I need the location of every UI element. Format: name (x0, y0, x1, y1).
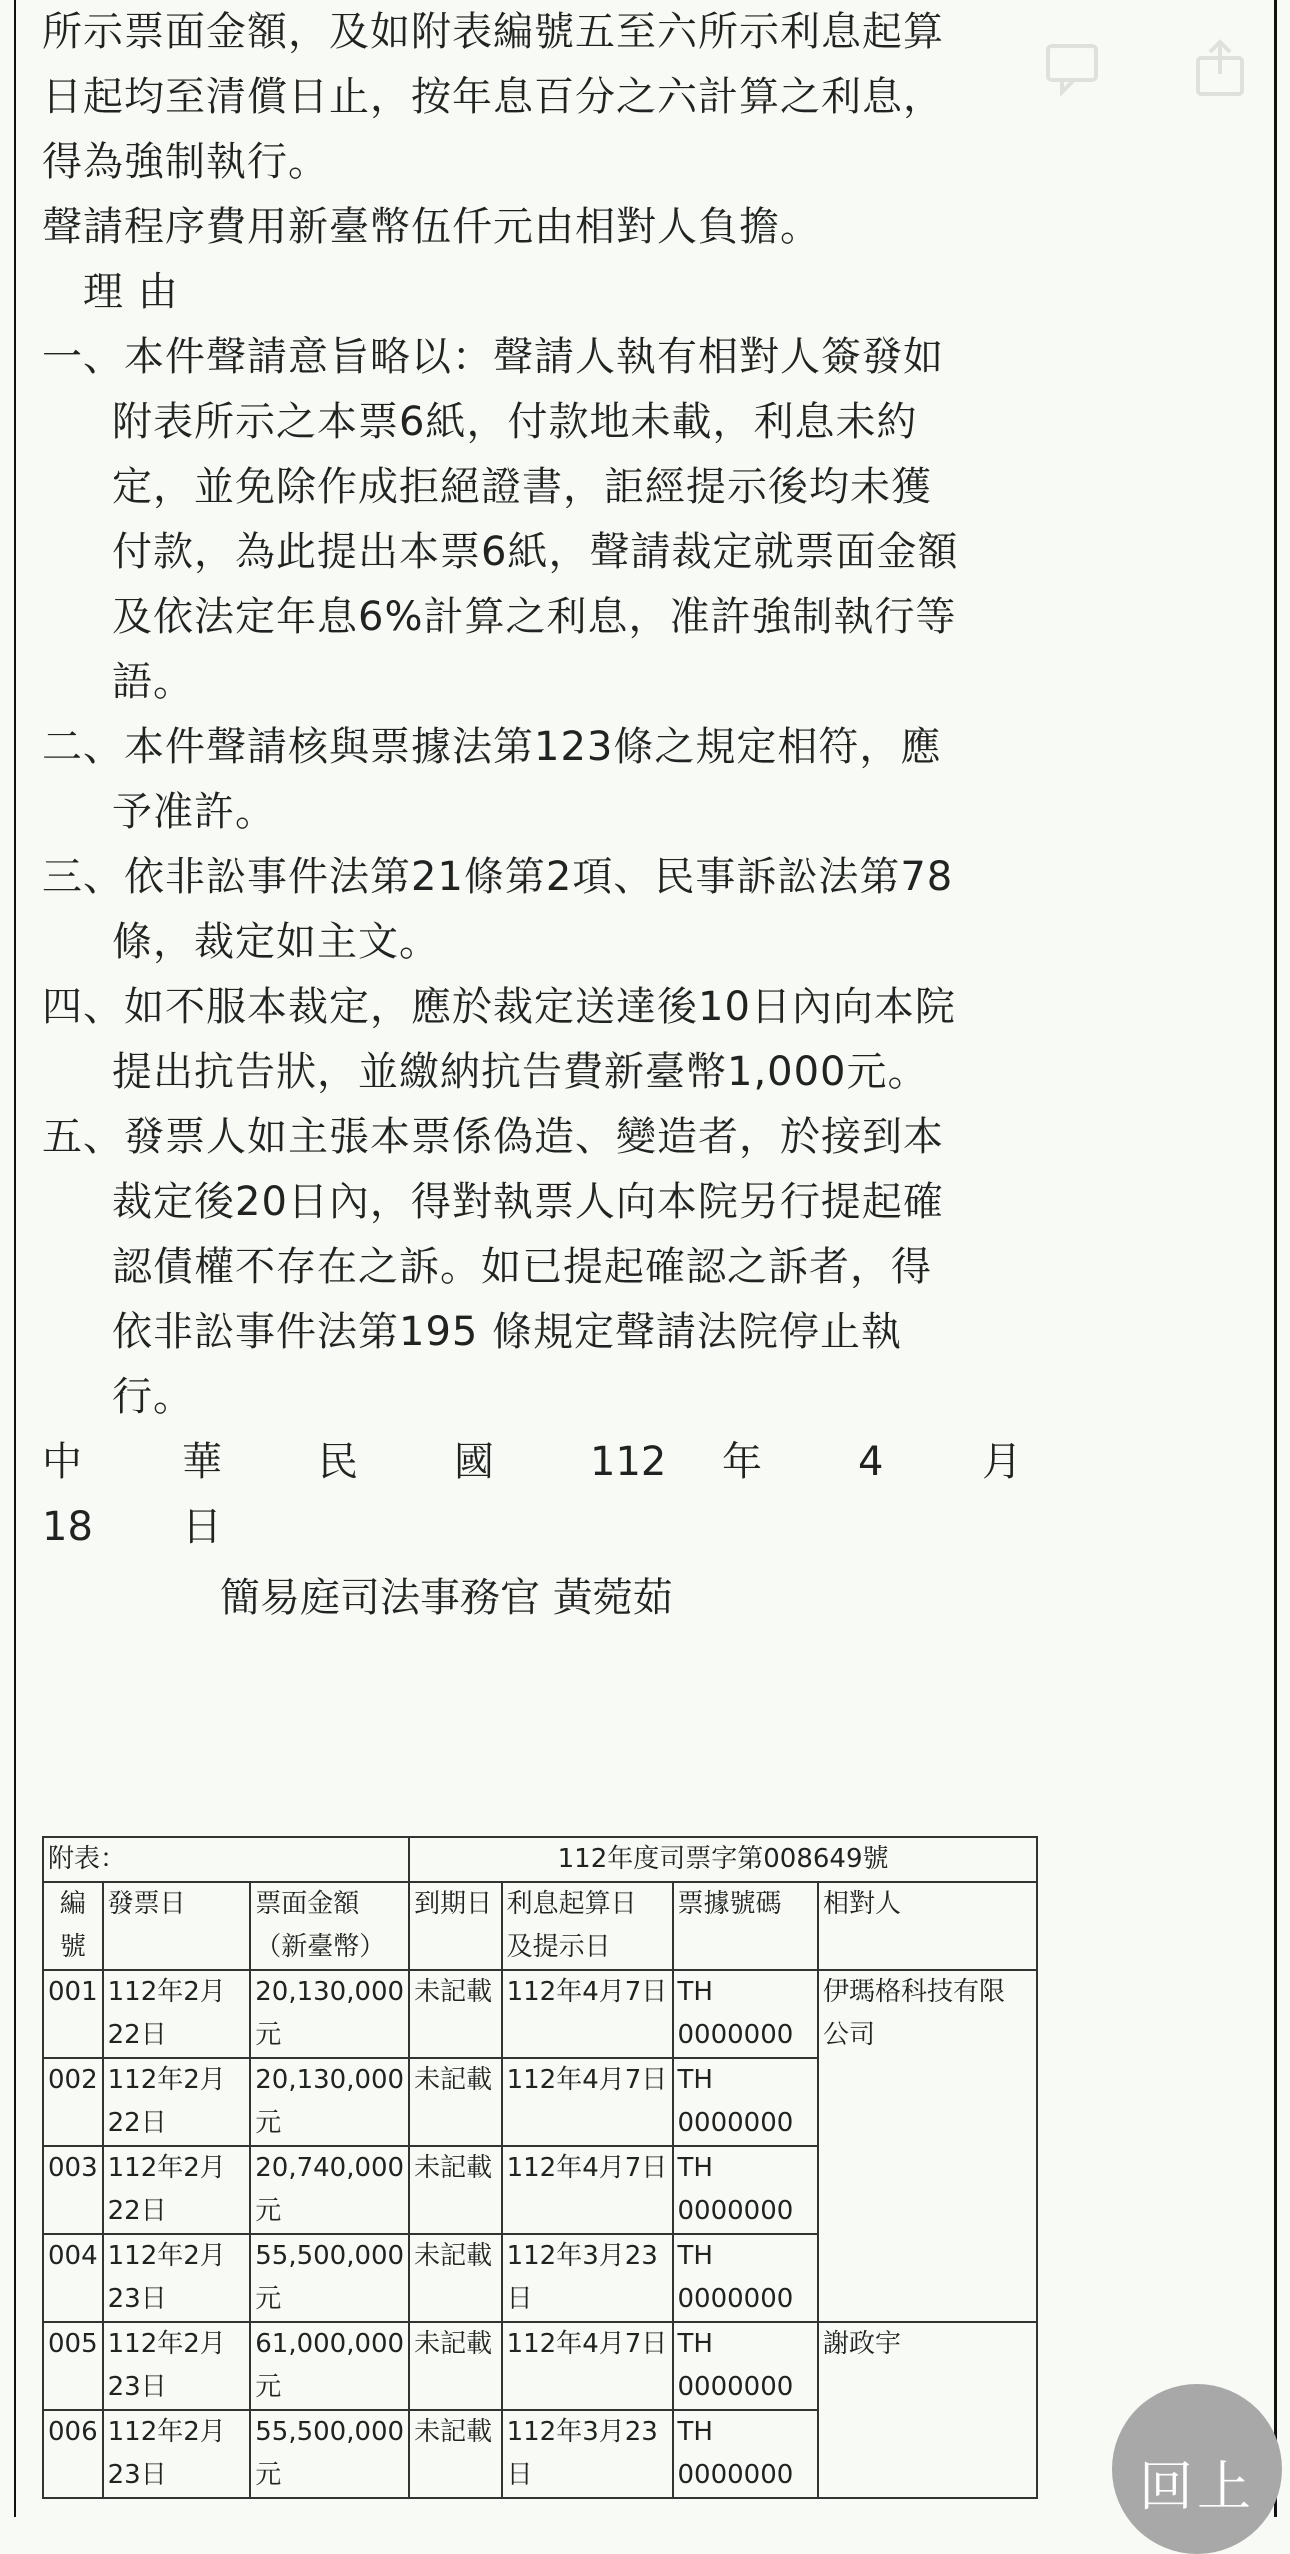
table-header-row (43, 1882, 1037, 1970)
row-number: 003 (43, 2146, 103, 2234)
issue-date-cell: 112年2月 23日 (103, 2410, 251, 2498)
due-date-cell: 未記載 (409, 2146, 501, 2234)
amount-cell: 20,130,000 元 (250, 1970, 409, 2058)
issue-date-cell: 112年2月 22日 (103, 2146, 251, 2234)
body-line: 一、本件聲請意旨略以：聲請人執有相對人簽發如 (42, 334, 944, 380)
share-icon[interactable] (1190, 38, 1250, 98)
date-char: 月 (982, 1439, 1022, 1485)
interest-date-cell: 112年4月7日 (502, 2058, 673, 2146)
attachment-label: 附表： (43, 1837, 409, 1882)
signature: 簡易庭司法事務官 黃菀茹 (220, 1575, 673, 1621)
ruling-date (42, 1430, 1042, 1495)
section-heading-reason: 理 由 (42, 269, 179, 315)
case-number: 112年度司票字第008649號 (409, 1837, 1037, 1882)
date-char: 民 (318, 1439, 358, 1485)
party-cell: 謝政宇 (818, 2322, 1037, 2498)
issue-date-cell: 112年2月 23日 (103, 2234, 251, 2322)
body-line: 認債權不存在之訴。如已提起確認之訴者，得 (112, 1244, 932, 1290)
amount-cell: 55,500,000 元 (250, 2410, 409, 2498)
date-char: 國 (454, 1439, 494, 1485)
col-header-no: 編 號 (43, 1882, 103, 1970)
due-date-cell: 未記載 (409, 2322, 501, 2410)
interest-date-cell: 112年4月7日 (502, 2146, 673, 2234)
body-line: 五、發票人如主張本票係偽造、變造者，於接到本 (42, 1114, 944, 1160)
page-border-left (14, 0, 16, 2517)
col-header-ticket-no: 票據號碼 (673, 1882, 818, 1970)
amount-cell: 61,000,000 元 (250, 2322, 409, 2410)
body-line: 二、本件聲請核與票據法第123條之規定相符，應 (42, 724, 942, 770)
comment-icon[interactable] (1042, 38, 1102, 98)
ticket-number-cell: TH 0000000 (673, 2058, 818, 2146)
page-border-right (1274, 0, 1277, 2517)
body-line: 語。 (112, 659, 194, 705)
table-title-row (43, 1837, 1037, 1882)
date-day: 18 (42, 1504, 93, 1550)
amount-cell: 20,130,000 元 (250, 2058, 409, 2146)
body-line: 提出抗告狀，並繳納抗告費新臺幣1,000元。 (112, 1049, 929, 1095)
issue-date-cell: 112年2月 23日 (103, 2322, 251, 2410)
body-line: 四、如不服本裁定，應於裁定送達後10日內向本院 (42, 984, 956, 1030)
issue-date-cell: 112年2月 22日 (103, 2058, 251, 2146)
ticket-number-cell: TH 0000000 (673, 1970, 818, 2058)
interest-date-cell: 112年4月7日 (502, 2322, 673, 2410)
date-char: 華 (182, 1439, 222, 1485)
row-number: 001 (43, 1970, 103, 2058)
amount-cell: 55,500,000 元 (250, 2234, 409, 2322)
party-cell: 伊瑪格科技有限 公司 (818, 1970, 1037, 2322)
row-number: 005 (43, 2322, 103, 2410)
col-header-interest: 利息起算日 及提示日 (502, 1882, 673, 1970)
col-header-issue-date: 發票日 (103, 1882, 251, 1970)
row-number: 004 (43, 2234, 103, 2322)
ticket-number-cell: TH 0000000 (673, 2322, 818, 2410)
amount-cell: 20,740,000 元 (250, 2146, 409, 2234)
body-line: 行。 (112, 1374, 194, 1420)
body-line: 條，裁定如主文。 (112, 919, 440, 965)
date-char: 中 (42, 1439, 82, 1485)
body-line: 日起均至清償日止，按年息百分之六計算之利息， (42, 74, 944, 120)
col-header-party: 相對人 (818, 1882, 1037, 1970)
interest-date-cell: 112年3月23 日 (502, 2410, 673, 2498)
col-header-due: 到期日 (409, 1882, 501, 1970)
table-row (43, 2322, 1037, 2410)
body-line: 予准許。 (112, 789, 276, 835)
ruling-text (42, 0, 1042, 1631)
table-row (43, 1970, 1037, 2058)
body-line: 依非訟事件法第195 條規定聲請法院停止執 (112, 1309, 903, 1355)
date-month: 4 (858, 1439, 884, 1485)
back-to-top-button[interactable]: 回上 (1112, 2384, 1282, 2554)
date-char: 年 (722, 1439, 762, 1485)
ruling-date-cont (42, 1495, 1042, 1560)
attachment-table (42, 1836, 1038, 2499)
due-date-cell: 未記載 (409, 2058, 501, 2146)
date-char: 日 (182, 1504, 222, 1550)
interest-date-cell: 112年3月23 日 (502, 2234, 673, 2322)
due-date-cell: 未記載 (409, 2410, 501, 2498)
date-year: 112 (590, 1439, 667, 1485)
body-line: 得為強制執行。 (42, 139, 329, 185)
interest-date-cell: 112年4月7日 (502, 1970, 673, 2058)
body-line: 三、依非訟事件法第21條第2項、民事訴訟法第78 (42, 854, 954, 900)
body-line: 聲請程序費用新臺幣伍仟元由相對人負擔。 (42, 204, 821, 250)
body-line: 附表所示之本票6紙，付款地未載，利息未約 (112, 399, 918, 445)
col-header-amount: 票面金額 （新臺幣） (250, 1882, 409, 1970)
row-number: 002 (43, 2058, 103, 2146)
body-line: 所示票面金額，及如附表編號五至六所示利息起算 (42, 9, 944, 55)
body-line: 定，並免除作成拒絕證書，詎經提示後均未獲 (112, 464, 932, 510)
ticket-number-cell: TH 0000000 (673, 2146, 818, 2234)
due-date-cell: 未記載 (409, 1970, 501, 2058)
row-number: 006 (43, 2410, 103, 2498)
body-line: 及依法定年息6%計算之利息，准許強制執行等 (112, 594, 957, 640)
due-date-cell: 未記載 (409, 2234, 501, 2322)
issue-date-cell: 112年2月 22日 (103, 1970, 251, 2058)
body-line: 付款，為此提出本票6紙，聲請裁定就票面金額 (112, 529, 959, 575)
ticket-number-cell: TH 0000000 (673, 2234, 818, 2322)
ticket-number-cell: TH 0000000 (673, 2410, 818, 2498)
body-line: 裁定後20日內，得對執票人向本院另行提起確 (112, 1179, 944, 1225)
